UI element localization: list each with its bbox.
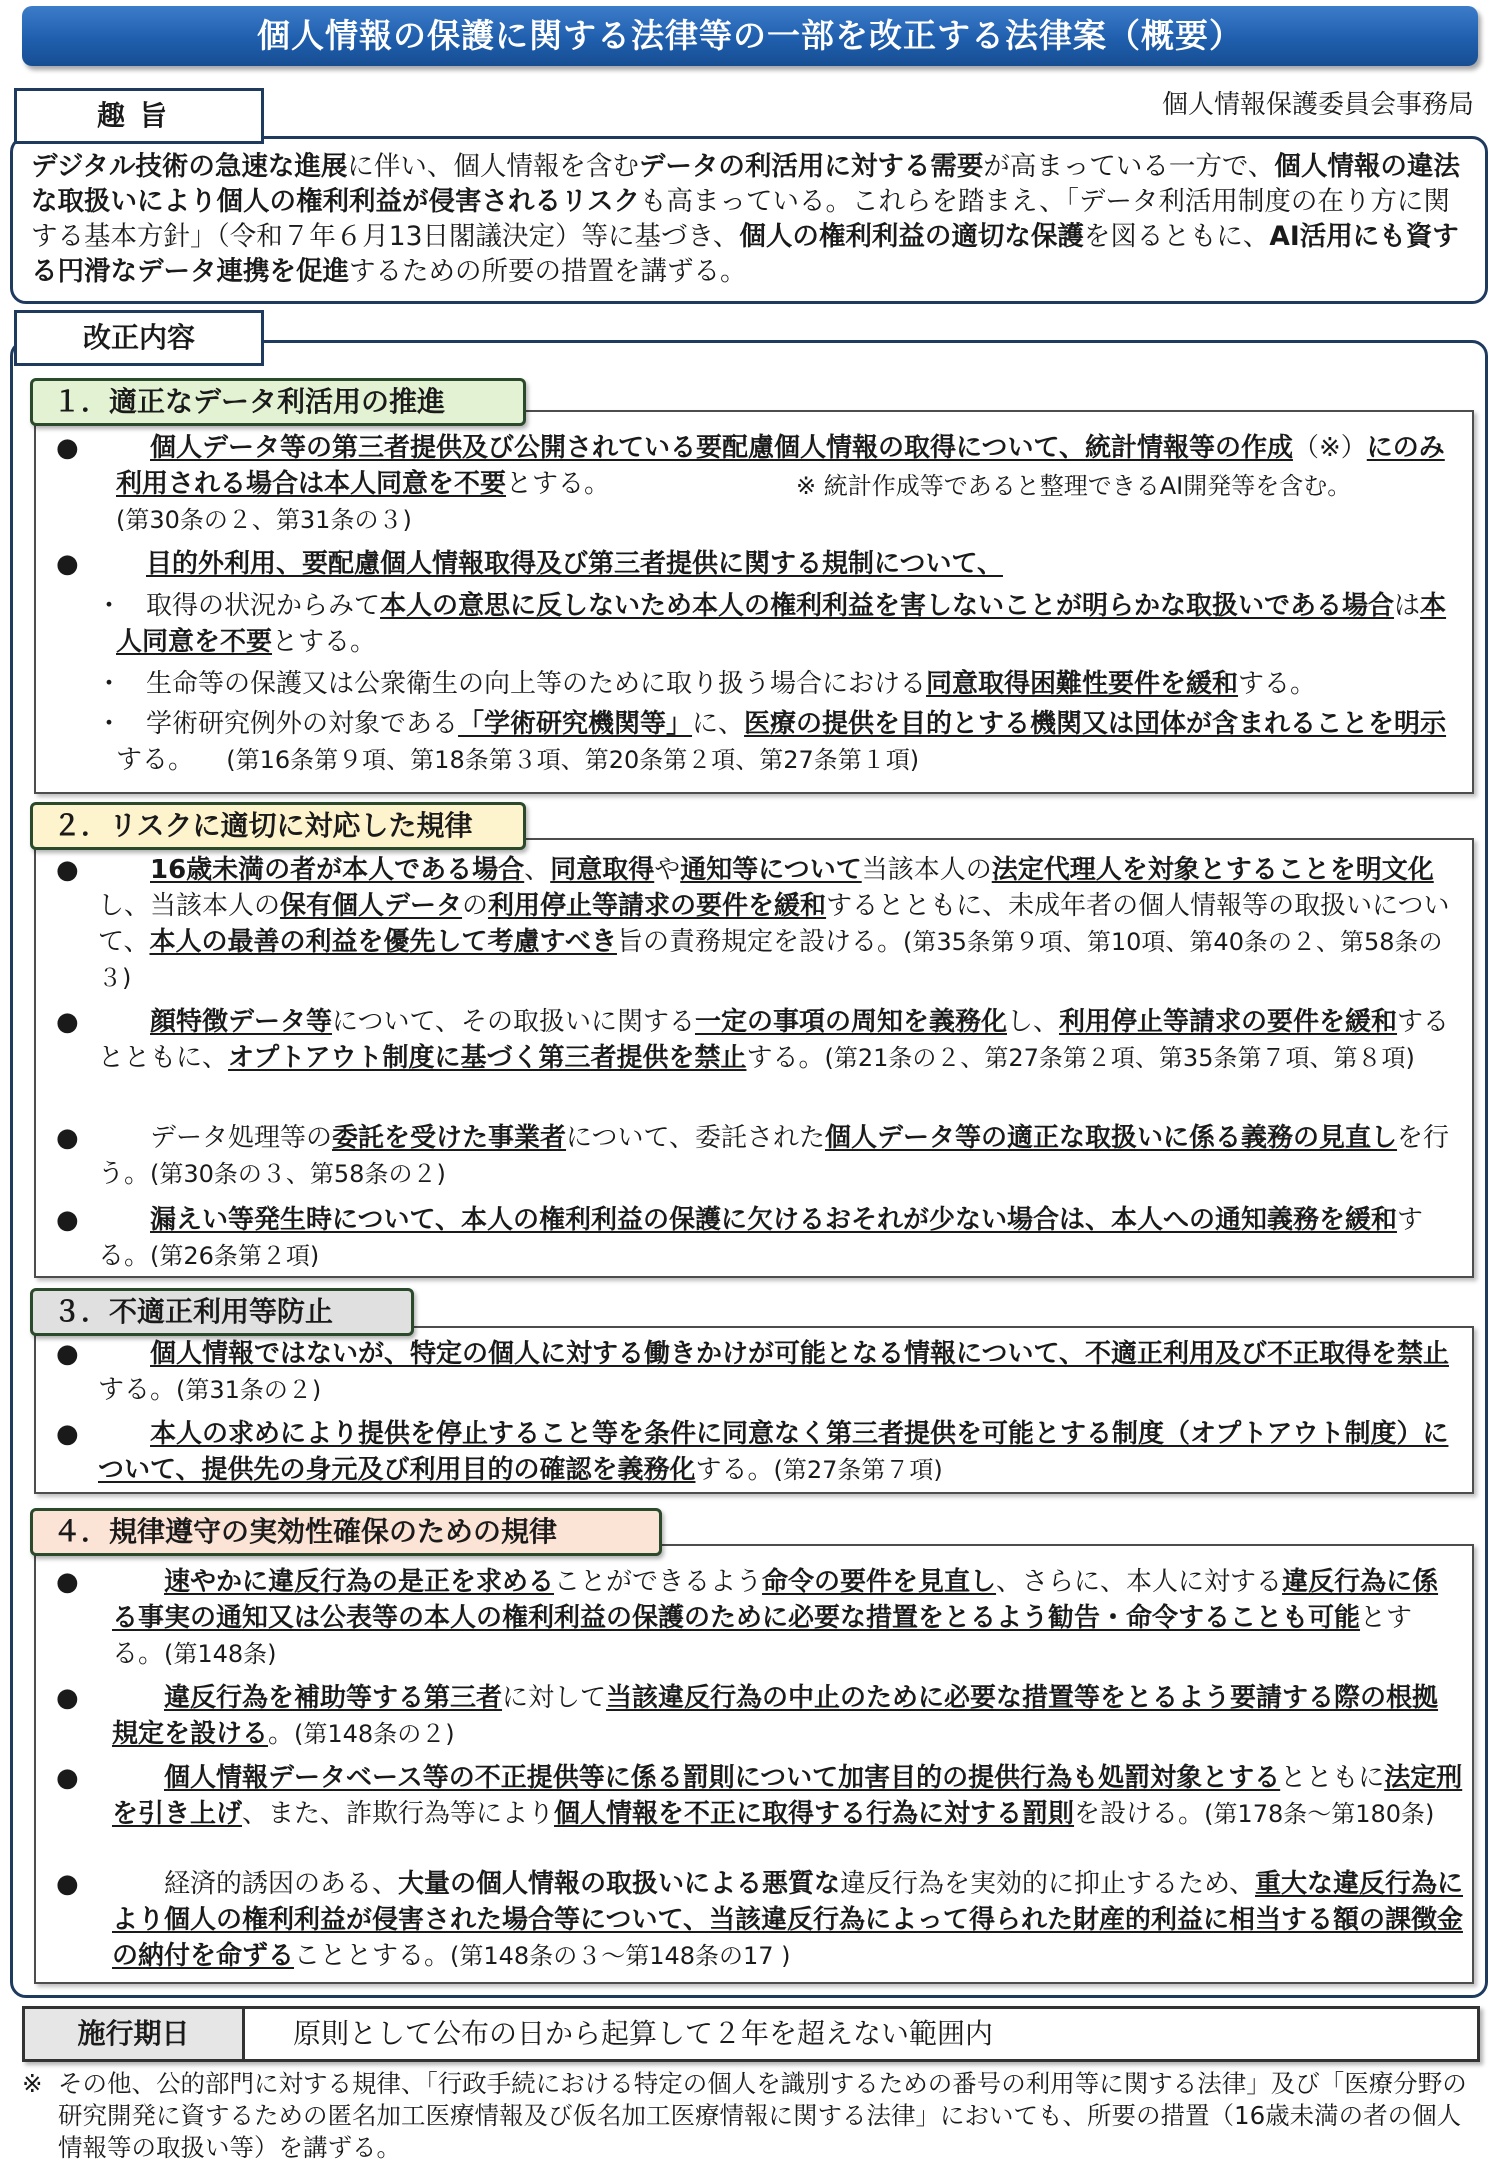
s1-subitem-1-text: 取得の状況からみて (146, 591, 381, 621)
shushi-text-part: に伴い、個人情報を含む (347, 151, 639, 182)
footnote-text: その他、公的部門に対する規律、「行政手続における特定の個人を識別するための番号の利用等に関する法律」及び「医療分野の研究開発に資するための匿名加工医療情報及び仮名加工医療情報に関する法律」においても、所要の措置（16歳未満の者の個人情報等の取扱い等）を講ずる。 (58, 2069, 1467, 2162)
s3-item-2-text: する。 (695, 1455, 774, 1485)
s2-item-2-text: し、 (1007, 1007, 1060, 1037)
s2-item-1-text: 、 (524, 855, 551, 885)
s4-item-1-ref: (第148条) (164, 1640, 277, 1668)
s2-item-2-text: 利用停止等請求の要件を緩和 (1059, 1007, 1398, 1037)
s2-item-2-ref: (第21条の２、第27条第２項、第35条第７項、第８項) (824, 1044, 1415, 1072)
s1-subitem-3-text: に、 (692, 709, 745, 739)
section-3-box (34, 1326, 1474, 1494)
s1-subitem-3-text: する。 (116, 745, 195, 775)
s1-item-1-text: とする。 (506, 469, 611, 499)
s4-item-3-text: とともに (1280, 1763, 1385, 1793)
shushi-text-part: が高まっている一方で、 (983, 151, 1275, 182)
s4-item-1-text: 、さらに、本人に対する (996, 1567, 1283, 1597)
s2-item-3-ref: (第30条の３、第58条の２) (150, 1160, 446, 1188)
s2-item-2-text: 顔特徴データ等 (150, 1007, 333, 1037)
s1-item-1-note: ※ 統計作成等であると整理できるAI開発等を含む。 (796, 472, 1352, 500)
s4-item-2-text: 当該違反行為の中止のために必要な措置等をとるよう要請する際の根拠規定を設ける (112, 1683, 1439, 1749)
s2-item-2-text: について、その取扱いに関する (332, 1007, 695, 1037)
effective-date-row (22, 2006, 1480, 2062)
dot-icon: ・ (96, 709, 123, 739)
s2-item-1 (98, 852, 1463, 996)
s2-item-4-ref: (第26条第２項) (150, 1242, 320, 1270)
s2-item-1-text: 16歳未満の者が本人である場合 (150, 855, 525, 885)
s4-item-3 (112, 1760, 1464, 1832)
s2-item-1-text: するとともに、未成年者の個人情報等の取扱いについて、 (98, 891, 1450, 957)
s4-item-4-ref: (第148条の３～第148条の17 ) (450, 1942, 791, 1970)
footnote-mark: ※ (22, 2069, 43, 2098)
s1-subitem-1-text: とする。 (272, 627, 377, 657)
s2-item-2-text: オプトアウト制度に基づく第三者提供を禁止 (228, 1043, 747, 1073)
s4-item-1-text: ことができるよう (554, 1567, 763, 1597)
s4-item-1-text: とする。 (112, 1603, 1413, 1669)
bullet-icon: ● (56, 549, 79, 579)
s4-item-2-text: に対して (502, 1683, 607, 1713)
bullet-icon: ● (56, 1205, 79, 1235)
s2-item-4 (98, 1202, 1463, 1274)
bullet-icon: ● (56, 1683, 79, 1713)
s2-item-1-ref: (第35条第９項、第10項、第40条の２、第58条の３) (98, 928, 1443, 992)
s1-subitem-1-text: 本人同意を不要 (116, 591, 1447, 657)
s4-item-4-text: 経済的誘因のある、 (164, 1869, 399, 1899)
page-title: 個人情報の保護に関する法律等の一部を改正する法律案（概要） (22, 6, 1478, 66)
s2-item-1-text: 保有個人データ (280, 891, 463, 921)
s4-item-1-text: 命令の要件を見直し (762, 1567, 997, 1597)
kaisei-tab-label: 改正内容 (14, 310, 264, 366)
s4-item-4 (112, 1866, 1464, 1974)
s1-item-2 (146, 546, 1003, 582)
s2-item-4-text: する。 (98, 1205, 1423, 1271)
s3-item-1 (98, 1336, 1463, 1408)
shushi-text-part: AI活用にも資する円滑なデータ連携を促進 (31, 221, 1459, 287)
s4-item-1 (112, 1564, 1464, 1672)
bullet-icon: ● (56, 1007, 79, 1037)
shushi-text (31, 151, 1460, 287)
s2-item-3 (98, 1120, 1463, 1192)
s3-item-1-text: する。 (98, 1375, 177, 1405)
s2-item-1-text: 本人の最善の利益を優先して考慮すべき (149, 927, 617, 957)
s2-item-3-text: データ処理等の (150, 1123, 333, 1153)
dot-icon: ・ (96, 669, 123, 699)
s2-item-1-text: 当該本人の (861, 855, 992, 885)
s1-subitem-1 (116, 588, 1461, 660)
s2-item-1-text: 同意取得 (550, 855, 655, 885)
s1-item-1-text: （※） (1292, 433, 1367, 463)
bullet-icon: ● (56, 1763, 79, 1793)
s4-item-2 (112, 1680, 1464, 1752)
s2-item-1-text: の (462, 891, 489, 921)
s2-item-3-text: 個人データ等の適正な取扱いに係る義務の見直し (825, 1123, 1398, 1153)
shushi-text-part: 個人情報の違法な取扱いにより個人の権利利益が侵害されるリスク (31, 151, 1460, 217)
s4-item-3-text: 個人情報を不正に取得する行為に対する罰則 (554, 1799, 1075, 1829)
section-2-label: ２．リスクに適切に対応した規律 (30, 802, 526, 850)
s1-subitem-3-text: 医療の提供を目的とする機関又は団体が含まれることを明示 (744, 709, 1447, 739)
s1-item-1-text: 個人データ等の第三者提供及び公開されている要配慮個人情報の取得について、統計情報等の作成 (150, 433, 1293, 463)
s4-item-2-text: 。 (268, 1719, 295, 1749)
section-1-box (34, 410, 1474, 794)
s1-subitem-3-text: 学術研究例外の対象である (146, 709, 459, 739)
bullet-icon: ● (56, 1869, 79, 1899)
dot-icon: ・ (96, 591, 123, 621)
s3-item-2-text: 本人の求めにより提供を停止すること等を条件に同意なく第三者提供を可能とする制度（オプトアウト制度）について、提供先の身元及び利用目的の確認を義務化 (98, 1419, 1449, 1485)
section-4-box (34, 1544, 1474, 1984)
shushi-text-part: も高まっている。これらを踏まえ、「データ利活用制度の在り方に関する基本方針」（令和７年６月13日閣議決定）等に基づき、 (31, 186, 1450, 252)
s2-item-3-text: 委託を受けた事業者 (332, 1123, 567, 1153)
s3-item-2-ref: (第27条第７項) (773, 1456, 943, 1484)
shushi-text-part: 個人の権利利益の適切な保護 (739, 221, 1084, 252)
s4-item-1-text: 違反行為に係る事実の通知又は公表等の本人の権利利益の保護のために必要な措置をとるよう勧告・命令することも可能 (112, 1567, 1439, 1633)
shushi-text-part: デジタル技術の急速な進展 (31, 151, 348, 182)
bullet-icon: ● (56, 1567, 79, 1597)
s4-item-4-text: 重大な違反行為により個人の権利利益が侵害された場合等について、当該違反行為によって得られた財産的利益に相当する額の課徴金の納付を命ずる (112, 1869, 1464, 1971)
bullet-icon: ● (56, 1419, 79, 1449)
s1-subitem-3 (116, 706, 1461, 778)
s4-item-3-text: 法定刑を引き上げ (112, 1763, 1463, 1829)
section-1-label: １．適正なデータ利活用の推進 (30, 378, 526, 426)
s2-item-4-text: 漏えい等発生時について、本人の権利利益の保護に欠けるおそれが少ない場合は、本人への通知義務を緩和 (150, 1205, 1397, 1235)
bullet-icon: ● (56, 855, 79, 885)
s2-item-1-text: 利用停止等請求の要件を緩和 (488, 891, 827, 921)
s1-subitem-3-text: 「学術研究機関等」 (458, 709, 693, 739)
bullet-icon: ● (56, 433, 79, 463)
s4-item-3-text: を設ける。 (1074, 1799, 1205, 1829)
s4-item-1-text: 速やかに違反行為の是正を求める (164, 1567, 555, 1597)
shushi-text-part: を図るともに、 (1083, 221, 1270, 252)
s4-item-4-text: 大量の個人情報の取扱いによる悪質な (398, 1869, 841, 1899)
footnote (22, 2068, 1482, 2164)
s4-item-3-ref: (第178条～第180条) (1204, 1800, 1435, 1828)
effective-date-value: 原則として公布の日から起算して２年を超えない範囲内 (293, 2017, 994, 2050)
s2-item-3-text: について、委託された (566, 1123, 825, 1153)
section-2-box (34, 838, 1474, 1278)
shushi-box (10, 136, 1488, 304)
shushi-tab-label: 趣旨 (14, 88, 264, 144)
s3-item-2 (98, 1416, 1463, 1488)
s1-subitem-1-text: は (1394, 591, 1421, 621)
s4-item-4-text: 違反行為を実効的に抑止するため、 (840, 1869, 1255, 1899)
s1-subitem-3-ref: (第16条第９項、第18条第３項、第20条第２項、第27条第１項) (226, 746, 920, 774)
s1-subitem-2-text: 生命等の保護又は公衆衛生の向上等のために取り扱う場合における (146, 669, 927, 699)
s1-item-1-text: にのみ利用される場合は本人同意を不要 (116, 433, 1445, 499)
s2-item-2-text: するとともに、 (98, 1007, 1450, 1073)
s1-item-2-text: 目的外利用、要配慮個人情報取得及び第三者提供に関する規制について、 (146, 549, 1003, 579)
effective-date-label: 施行期日 (25, 2009, 245, 2059)
s2-item-2-text: 一定の事項の周知を義務化 (694, 1007, 1007, 1037)
s1-subitem-2 (146, 666, 1466, 702)
s2-item-2 (98, 1004, 1463, 1076)
s2-item-1-text: や (654, 855, 681, 885)
s1-subitem-1-text: 本人の意思に反しないため本人の権利利益を害しないことが明らかな取扱いである場合 (380, 591, 1395, 621)
s2-item-1-text: 旨の責務規定を設ける。 (616, 927, 903, 957)
s3-item-1-text: 個人情報ではないが、特定の個人に対する働きかけが可能となる情報について、不適正利用及び不正取得を禁止 (150, 1339, 1449, 1369)
s2-item-1-text: 通知等について (680, 855, 862, 885)
s4-item-4-text: こととする。 (294, 1941, 451, 1971)
section-4-label: ４．規律遵守の実効性確保のための規律 (30, 1508, 662, 1556)
shushi-text-part: するための所要の措置を講ずる。 (349, 256, 747, 287)
shushi-text-part: データの利活用に対する需要 (638, 151, 984, 182)
s4-item-2-ref: (第148条の２) (294, 1720, 455, 1748)
s4-item-3-text: 、また、詐欺行為等により (242, 1799, 555, 1829)
section-3-label: ３．不適正利用等防止 (30, 1288, 414, 1336)
s1-subitem-2-text: 同意取得困難性要件を緩和 (926, 669, 1239, 699)
s3-item-1-ref: (第31条の２) (176, 1376, 322, 1404)
s4-item-3-text: 個人情報データベース等の不正提供等に係る罰則について加害目的の提供行為も処罰対象とする (164, 1763, 1281, 1793)
s4-item-2-text: 違反行為を補助等する第三者 (164, 1683, 503, 1713)
s1-item-1-ref: (第30条の２、第31条の３) (116, 506, 412, 534)
s2-item-2-text: する。 (746, 1043, 825, 1073)
s2-item-1-text: 法定代理人を対象とすることを明文化 (991, 855, 1434, 885)
s2-item-1-text: し、当該本人の (98, 891, 281, 921)
s1-subitem-2-text: する。 (1238, 669, 1317, 699)
s2-item-3-text: を行う。 (98, 1123, 1450, 1189)
bullet-icon: ● (56, 1123, 79, 1153)
issuer-name: 個人情報保護委員会事務局 (1161, 90, 1474, 120)
bullet-icon: ● (56, 1339, 79, 1369)
